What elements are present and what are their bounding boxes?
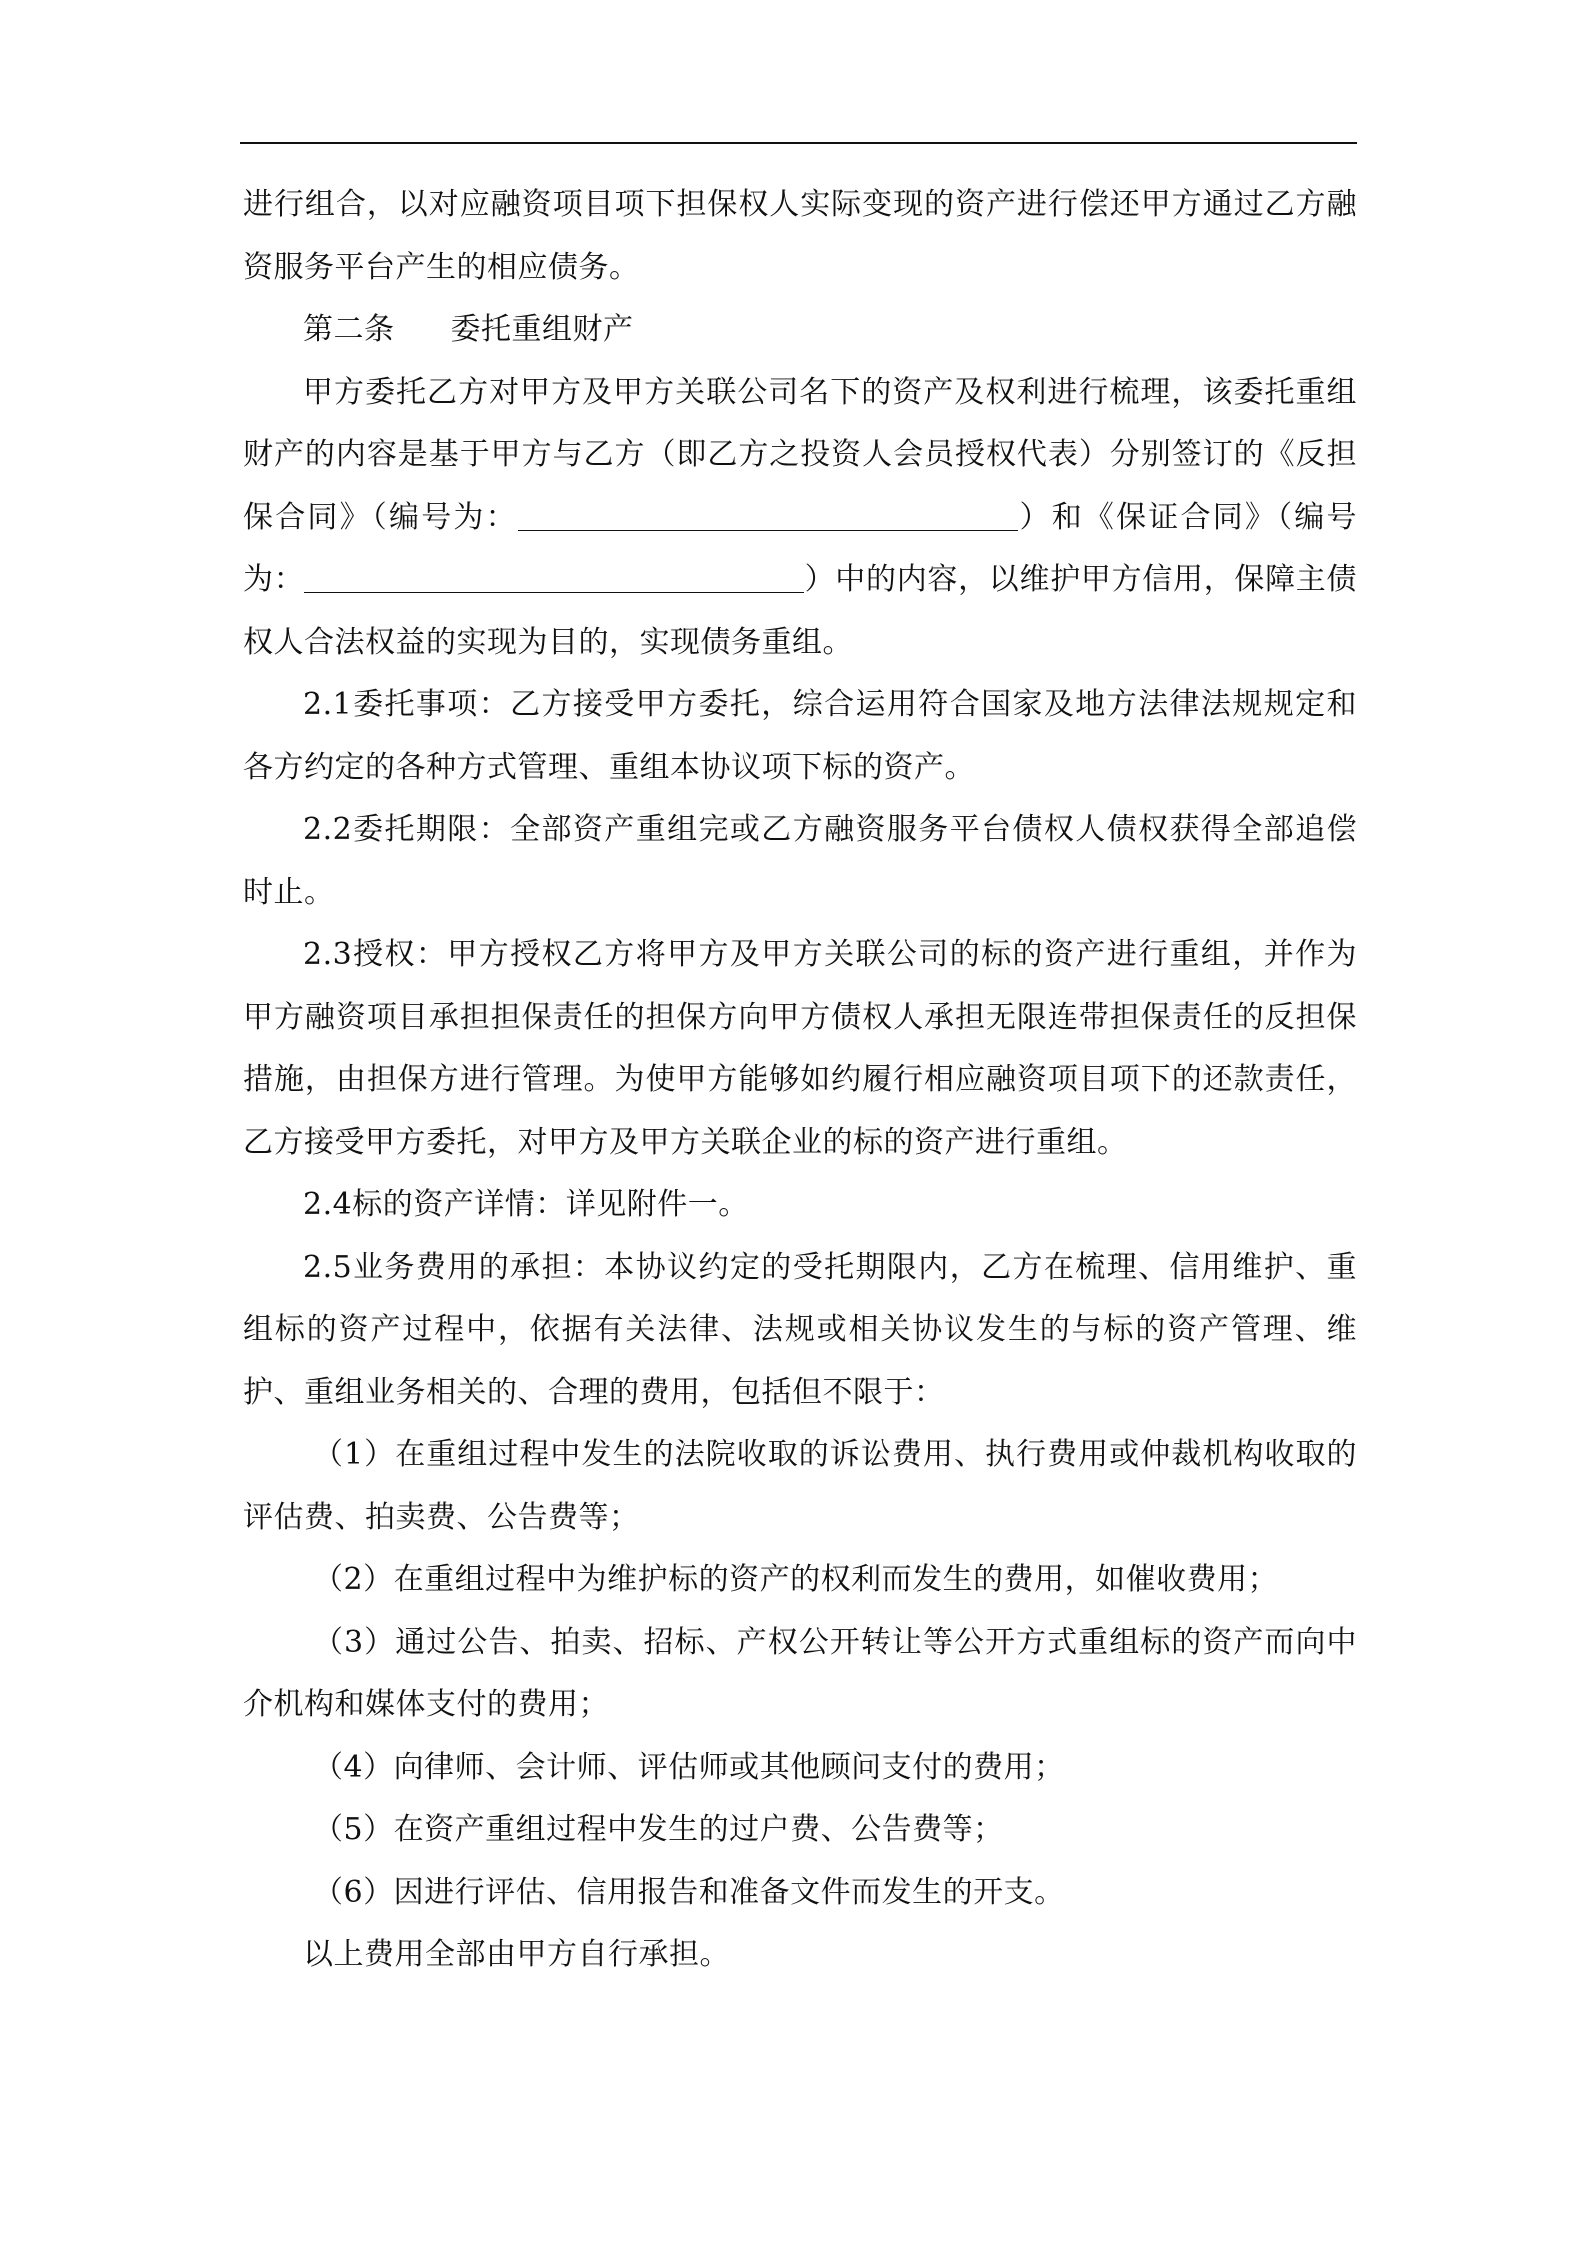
closing-paragraph: 以上费用全部由甲方自行承担。	[303, 1937, 730, 1972]
list-item: （2）在重组过程中为维护标的资产的权利而发生的费用，如催收费用；	[313, 1562, 1279, 1597]
paragraph-intro	[243, 362, 1357, 675]
intro-text-b: ）和《保证合同》（编号为：	[243, 499, 1358, 597]
clause-2-3: 2.3授权：甲方授权乙方将甲方及甲方关联公司的标的资产进行重组，并作为甲方融资项目承担担保责任的担保方向甲方债权人承担无限连带担保责任的反担保措施，由担保方进行管理。为使甲方能够如约履行相应融资项目项下的还款责任，乙方接受甲方委托，对甲方及甲方关联企业的标的资产进行重组。	[243, 937, 1357, 1160]
intro-text-a: 甲方委托乙方对甲方及甲方关联公司名下的资产及权利进行梳理，该委托重组财产的内容是基于甲方与乙方（即乙方之投资人会员授权代表）分别签订的《反担保合同》（编号为：	[243, 374, 1357, 535]
list-item: （3）通过公告、拍卖、招标、产权公开转让等公开方式重组标的资产而向中介机构和媒体支付的费用；	[243, 1624, 1357, 1722]
article-heading	[243, 299, 1357, 362]
guarantee-contract-number-blank[interactable]	[304, 558, 804, 593]
paragraph-continued: 进行组合，以对应融资项目项下担保权人实际变现的资产进行偿还甲方通过乙方融资服务平台产生的相应债务。	[243, 187, 1357, 285]
article-title: 委托重组财产	[450, 312, 634, 347]
list-item: （6）因进行评估、信用报告和准备文件而发生的开支。	[313, 1874, 1065, 1910]
counter-guarantee-number-blank[interactable]	[518, 496, 1018, 531]
header-rule	[240, 142, 1357, 144]
list-item: （4）向律师、会计师、评估师或其他顾问支付的费用；	[313, 1749, 1065, 1785]
article-number: 第二条	[303, 312, 395, 347]
list-item: （5）在资产重组过程中发生的过户费、公告费等；	[313, 1812, 1004, 1847]
clause-2-2: 2.2委托期限：全部资产重组完或乙方融资服务平台债权人债权获得全部追偿时止。	[243, 812, 1357, 910]
intro-text-c: ）中的内容，以维护甲方信用，保障主债权人合法权益的实现为目的，实现债务重组。	[243, 562, 1358, 660]
list-item: （1）在重组过程中发生的法院收取的诉讼费用、执行费用或仲裁机构收取的评估费、拍卖费、公告费等；	[243, 1437, 1357, 1535]
clause-2-4: 2.4标的资产详情：详见附件一。	[303, 1187, 749, 1222]
clause-2-1: 2.1委托事项：乙方接受甲方委托，综合运用符合国家及地方法律法规规定和各方约定的各种方式管理、重组本协议项下标的资产。	[243, 687, 1357, 785]
document-body	[243, 174, 1357, 1987]
clause-2-5: 2.5业务费用的承担：本协议约定的受托期限内，乙方在梳理、信用维护、重组标的资产过程中，依据有关法律、法规或相关协议发生的与标的资产管理、维护、重组业务相关的、合理的费用，包括但不限于：	[243, 1249, 1357, 1410]
